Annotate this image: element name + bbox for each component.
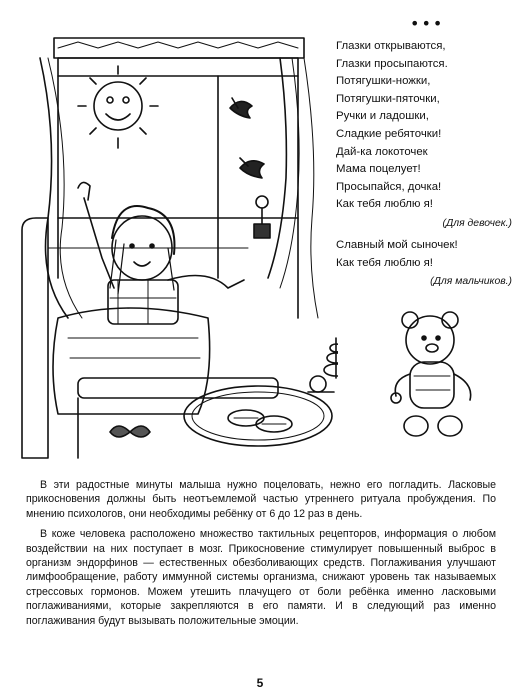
slippers-icon: [228, 410, 292, 432]
illustration-girl-waking: [18, 18, 338, 466]
flower-pot-icon: [254, 196, 270, 238]
curtain-right: [268, 58, 318, 318]
snail-icon: [308, 376, 334, 392]
paragraph: В эти радостные минуты малыша нужно поцеловать, нежно его погладить. Ласковые прикосновения должны быть неотъемлемой частью утреннего ритуала пробуждения. По мнению психологов, они необходимы ребёнку от 6 до 12 раз в день.: [26, 479, 496, 520]
bow-icon: [110, 426, 150, 437]
toy-pyramid-icon: [324, 338, 338, 378]
bird-icon: [230, 98, 252, 118]
poem-line: Глазки открываются,: [336, 40, 446, 52]
rug: [184, 386, 332, 446]
body-text: [26, 478, 496, 634]
sun-icon: [78, 66, 158, 148]
poem-line: Как тебя люблю я!: [336, 198, 433, 211]
teddy-bear-icon: [380, 300, 490, 450]
poem-credit-girls: (Для девочек.): [442, 217, 512, 229]
girl-figure: [78, 182, 244, 324]
poem-girls: [336, 38, 512, 231]
poem-line: Славный мой сыночек!: [336, 238, 458, 251]
bird-icon: [240, 158, 264, 178]
poem-line: Сладкие ребяточки!: [336, 127, 442, 140]
poem-line: Дай-ка локоточек: [336, 145, 428, 158]
poem-line: Как тебя люблю я!: [336, 256, 433, 269]
poem-line: Глазки просыпаются.: [336, 57, 448, 70]
poem-line: Потягушки-пяточки,: [336, 92, 440, 105]
poem-credit-boys: (Для мальчиков.): [430, 276, 512, 288]
paragraph: В коже человека расположено множество тактильных рецепторов, информация о любом воздействии на них поступает в мозг. Прикосновение стимулирует повышенный выброс в организм эндорфинов — естественных обезболивающих средств. Поглаживания улучшают лимфообращение, работу иммунной системы организма, снижают уровень так называемых стрессовых гормонов. Можем утешить плачущего от боли ребёнка именно ласковыми поглаживаниями, которые закрепляются в его памяти. И в следующий раз именно поглаживания будут вызывать положительные эмоции.: [26, 528, 496, 627]
poem-line: Просыпайся, дочка!: [336, 180, 442, 193]
poem-line: Мама поцелует!: [336, 163, 421, 176]
poem-line: Ручки и ладошки,: [336, 110, 429, 123]
header-ornament: •••: [410, 14, 445, 33]
poem-block: [336, 38, 512, 295]
curtain-left: [40, 58, 82, 318]
poem-boys: [336, 237, 512, 289]
poem-line: Потягушки-ножки,: [336, 75, 431, 88]
page-number: 5: [256, 676, 264, 690]
